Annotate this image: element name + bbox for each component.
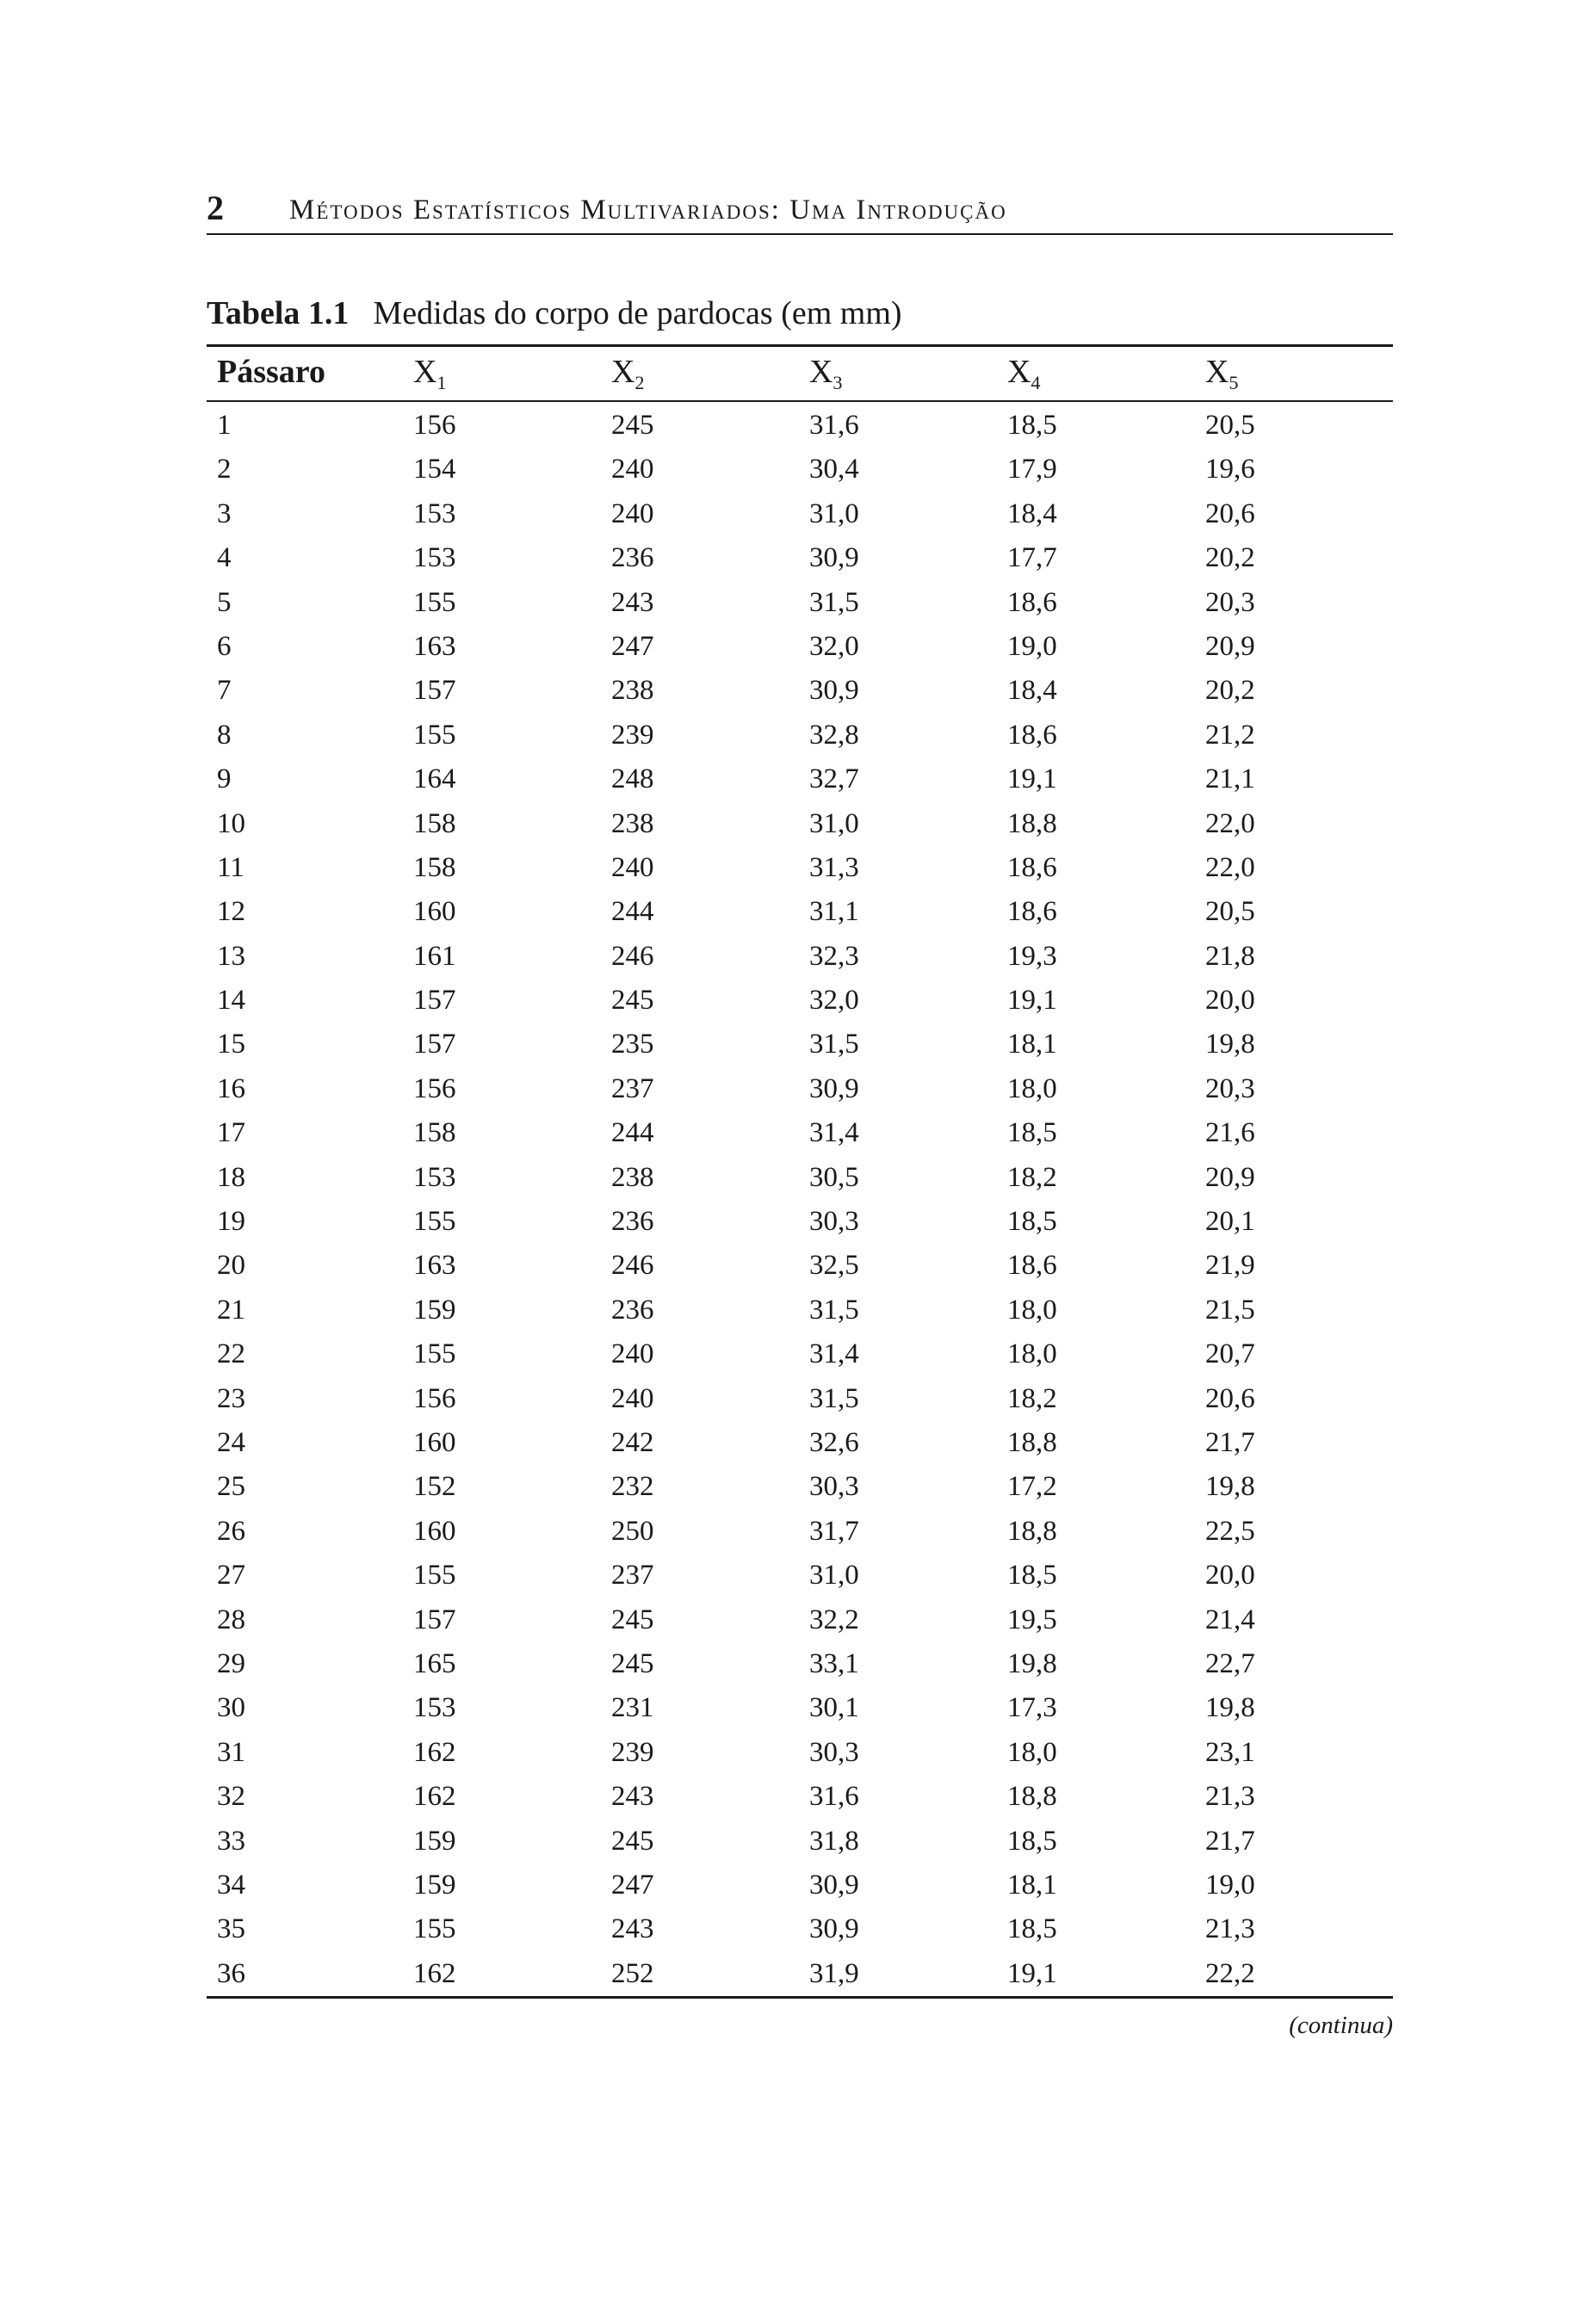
table-cell: 157 <box>413 675 456 707</box>
table-cell: 20,6 <box>1205 1382 1255 1414</box>
table-cell: 24 <box>217 1426 245 1458</box>
table-cell: 10 <box>217 807 245 839</box>
table-cell: 20,5 <box>1205 896 1255 928</box>
table-cell: 231 <box>611 1692 654 1724</box>
table-cell: 20,2 <box>1205 675 1255 707</box>
table-cell: 23,1 <box>1205 1736 1255 1768</box>
table-row <box>207 1380 1393 1424</box>
table-cell: 17,9 <box>1007 454 1057 485</box>
table-cell: 245 <box>611 1825 654 1857</box>
table-cell: 156 <box>413 410 456 441</box>
table-cell: 31,5 <box>809 1382 859 1414</box>
table-cell: 31,4 <box>809 1338 859 1370</box>
table-cell: 157 <box>413 985 456 1017</box>
table-row <box>207 1512 1393 1556</box>
table-row <box>207 1335 1393 1379</box>
table-cell: 240 <box>611 1338 654 1370</box>
table-cell: 8 <box>217 719 232 751</box>
table-cell: 32,7 <box>809 763 859 795</box>
table-cell: 31,7 <box>809 1515 859 1547</box>
table-row <box>207 1822 1393 1866</box>
table-cell: 248 <box>611 763 654 795</box>
table-cell: 27 <box>217 1560 245 1592</box>
table-cell: 19,0 <box>1007 630 1057 662</box>
table-row <box>207 760 1393 804</box>
table-cell: 22,0 <box>1205 807 1255 839</box>
table-cell: 32,6 <box>809 1426 859 1458</box>
table-cell: 1 <box>217 410 232 441</box>
table-cell: 18,5 <box>1007 1117 1057 1149</box>
table-cell: 2 <box>217 454 232 485</box>
table-cell: 16 <box>217 1072 245 1104</box>
table-cell: 19,3 <box>1007 940 1057 972</box>
table-cell: 18,4 <box>1007 675 1057 707</box>
table-cell: 32,2 <box>809 1604 859 1635</box>
table-cell: 18,0 <box>1007 1736 1057 1768</box>
table-cell: 18,6 <box>1007 1250 1057 1282</box>
table-cell: 21,7 <box>1205 1426 1255 1458</box>
table-cell: 30,9 <box>809 1072 859 1104</box>
table-cell: 20,2 <box>1205 542 1255 574</box>
table-cell: 232 <box>611 1471 654 1503</box>
table-cell: 235 <box>611 1029 654 1060</box>
table-cell: 165 <box>413 1647 456 1679</box>
table-cell: 239 <box>611 1736 654 1768</box>
table-cell: 163 <box>413 1250 456 1282</box>
table-cell: 9 <box>217 763 232 795</box>
table-cell: 155 <box>413 1913 456 1945</box>
table-cell: 245 <box>611 985 654 1017</box>
table-cell: 31,3 <box>809 851 859 883</box>
table-row <box>207 1246 1393 1290</box>
table-cell: 21,9 <box>1205 1250 1255 1282</box>
table-cell: 19,1 <box>1007 985 1057 1017</box>
table-cell: 20 <box>217 1250 245 1282</box>
table-cell: 31,8 <box>809 1825 859 1857</box>
table-cell: 18,5 <box>1007 1560 1057 1592</box>
table-cell: 158 <box>413 807 456 839</box>
table-cell: 29 <box>217 1647 245 1679</box>
table-cell: 153 <box>413 1161 456 1193</box>
header-rule <box>207 233 1393 235</box>
table-row <box>207 805 1393 849</box>
table-cell: 20,3 <box>1205 1072 1255 1104</box>
table-cell: 18,8 <box>1007 807 1057 839</box>
table-cell: 240 <box>611 498 654 529</box>
table-cell: 162 <box>413 1957 456 1989</box>
table-cell: 153 <box>413 542 456 574</box>
table-cell: 17,7 <box>1007 542 1057 574</box>
table-row <box>207 495 1393 539</box>
table-cell: 5 <box>217 586 232 618</box>
table-cell: 18,0 <box>1007 1338 1057 1370</box>
table-cell: 22 <box>217 1338 245 1370</box>
table-cell: 32,3 <box>809 940 859 972</box>
continuation-note: (continua) <box>1289 2012 1393 2039</box>
table-cell: 157 <box>413 1604 456 1635</box>
table-cell: 155 <box>413 1206 456 1238</box>
table-cell: 239 <box>611 719 654 751</box>
table-cell: 31,5 <box>809 1294 859 1326</box>
table-cell: 22,0 <box>1205 851 1255 883</box>
table-cell: 162 <box>413 1781 456 1813</box>
table-cell: 11 <box>217 851 244 883</box>
table-cell: 30,4 <box>809 454 859 485</box>
table-cell: 154 <box>413 454 456 485</box>
table-cell: 25 <box>217 1471 245 1503</box>
table-cell: 164 <box>413 763 456 795</box>
table-cell: 162 <box>413 1736 456 1768</box>
table-cell: 30,3 <box>809 1736 859 1768</box>
column-header-x4: $X_4$ <box>1007 354 1041 393</box>
running-title: Métodos Estatísticos Multivariados: Uma Introdução <box>289 195 1007 226</box>
table-row <box>207 1601 1393 1645</box>
table-cell: 20,3 <box>1205 586 1255 618</box>
table-cell: 243 <box>611 1781 654 1813</box>
table-cell: 19,1 <box>1007 1957 1057 1989</box>
table-cell: 18,6 <box>1007 896 1057 928</box>
table-cell: 18,2 <box>1007 1382 1057 1414</box>
column-header-x3: $X_3$ <box>809 354 843 393</box>
table-cell: 18,0 <box>1007 1294 1057 1326</box>
table-cell: 237 <box>611 1072 654 1104</box>
table-cell: 19,0 <box>1205 1869 1255 1901</box>
table-cell: 18,1 <box>1007 1869 1057 1901</box>
table-cell: 18,8 <box>1007 1781 1057 1813</box>
table-cell: 242 <box>611 1426 654 1458</box>
table-cell: 237 <box>611 1560 654 1592</box>
table-cell: 244 <box>611 1117 654 1149</box>
table-cell: 155 <box>413 1338 456 1370</box>
table-cell: 20,0 <box>1205 1560 1255 1592</box>
table-cell: 246 <box>611 1250 654 1282</box>
table-cell: 19 <box>217 1206 245 1238</box>
table-cell: 30,9 <box>809 542 859 574</box>
table-body <box>207 406 1393 1999</box>
table-cell: 18,6 <box>1007 719 1057 751</box>
table-cell: 19,8 <box>1205 1471 1255 1503</box>
table-cell: 18,5 <box>1007 1825 1057 1857</box>
table-cell: 18,5 <box>1007 1206 1057 1238</box>
table-cell: 18,8 <box>1007 1515 1057 1547</box>
table-cell: 157 <box>413 1029 456 1060</box>
table-row <box>207 1645 1393 1689</box>
table-cell: 19,8 <box>1205 1692 1255 1724</box>
table-cell: 243 <box>611 1913 654 1945</box>
table-cell: 247 <box>611 630 654 662</box>
table-cell: 20,5 <box>1205 410 1255 441</box>
table-cell: 18,2 <box>1007 1161 1057 1193</box>
table-cell: 160 <box>413 896 456 928</box>
table-row <box>207 1424 1393 1468</box>
table-cell: 19,6 <box>1205 454 1255 485</box>
table-cell: 17,2 <box>1007 1471 1057 1503</box>
table-cell: 19,8 <box>1007 1647 1057 1679</box>
table-cell: 236 <box>611 1294 654 1326</box>
table-row <box>207 1689 1393 1733</box>
table-row <box>207 1777 1393 1821</box>
table-cell: 152 <box>413 1471 456 1503</box>
table-cell: 31,0 <box>809 1560 859 1592</box>
table-cell: 21,7 <box>1205 1825 1255 1857</box>
table-row <box>207 716 1393 760</box>
table-cell: 153 <box>413 1692 456 1724</box>
table-header-rule <box>207 400 1393 402</box>
table-cell: 246 <box>611 940 654 972</box>
table-cell: 156 <box>413 1072 456 1104</box>
table-cell: 238 <box>611 1161 654 1193</box>
table-cell: 19,1 <box>1007 763 1057 795</box>
table-cell: 21,8 <box>1205 940 1255 972</box>
table-cell: 36 <box>217 1957 245 1989</box>
table-cell: 35 <box>217 1913 245 1945</box>
table-row <box>207 1070 1393 1114</box>
table-cell: 18,5 <box>1007 1913 1057 1945</box>
table-row <box>207 1114 1393 1158</box>
table-row <box>207 584 1393 627</box>
table-cell: 34 <box>217 1869 245 1901</box>
table-cell: 18 <box>217 1161 245 1193</box>
table-cell: 247 <box>611 1869 654 1901</box>
table-cell: 17 <box>217 1117 245 1149</box>
table-cell: 158 <box>413 851 456 883</box>
table-cell: 18,6 <box>1007 851 1057 883</box>
table-cell: 31 <box>217 1736 245 1768</box>
table-cell: 20,6 <box>1205 498 1255 529</box>
table-cell: 20,9 <box>1205 630 1255 662</box>
table-caption-text: Medidas do corpo de pardocas (em mm) <box>373 295 902 331</box>
table-cell: 20,1 <box>1205 1206 1255 1238</box>
table-cell: 30,9 <box>809 1869 859 1901</box>
table-cell: 155 <box>413 586 456 618</box>
table-cell: 240 <box>611 1382 654 1414</box>
table-cell: 21,2 <box>1205 719 1255 751</box>
table-cell: 15 <box>217 1029 245 1060</box>
table-row <box>207 1468 1393 1511</box>
table-cell: 33 <box>217 1825 245 1857</box>
table-row <box>207 627 1393 671</box>
table-cell: 32 <box>217 1781 245 1813</box>
table-cell: 32,5 <box>809 1250 859 1282</box>
table-cell: 21,4 <box>1205 1604 1255 1635</box>
table-row <box>207 1025 1393 1069</box>
table-cell: 31,5 <box>809 586 859 618</box>
table-row <box>207 1734 1393 1777</box>
table-cell: 155 <box>413 1560 456 1592</box>
table-cell: 243 <box>611 586 654 618</box>
table-cell: 159 <box>413 1294 456 1326</box>
table-row <box>207 849 1393 893</box>
table-cell: 245 <box>611 1647 654 1679</box>
table-cell: 155 <box>413 719 456 751</box>
table-top-rule <box>207 344 1393 347</box>
table-cell: 245 <box>611 410 654 441</box>
table-row <box>207 1866 1393 1910</box>
table-cell: 163 <box>413 630 456 662</box>
table-cell: 21,5 <box>1205 1294 1255 1326</box>
running-head <box>207 188 1393 236</box>
table-cell: 13 <box>217 940 245 972</box>
table-row <box>207 450 1393 494</box>
table-cell: 236 <box>611 542 654 574</box>
table-cell: 4 <box>217 542 232 574</box>
table-label: Tabela 1.1 <box>207 295 350 331</box>
table-cell: 31,6 <box>809 410 859 441</box>
table-cell: 18,8 <box>1007 1426 1057 1458</box>
table-header <box>207 348 1393 399</box>
table-cell: 240 <box>611 454 654 485</box>
table-cell: 236 <box>611 1206 654 1238</box>
table-cell: 22,5 <box>1205 1515 1255 1547</box>
table-cell: 31,0 <box>809 807 859 839</box>
table-cell: 244 <box>611 896 654 928</box>
table-cell: 252 <box>611 1957 654 1989</box>
table-cell: 28 <box>217 1604 245 1635</box>
table-cell: 30 <box>217 1692 245 1724</box>
column-header-passaro: Pássaro <box>217 354 325 390</box>
table-cell: 21,3 <box>1205 1781 1255 1813</box>
table-cell: 17,3 <box>1007 1692 1057 1724</box>
table-cell: 30,3 <box>809 1206 859 1238</box>
table-cell: 238 <box>611 675 654 707</box>
table-row <box>207 671 1393 715</box>
table-cell: 21,3 <box>1205 1913 1255 1945</box>
table-cell: 30,9 <box>809 1913 859 1945</box>
table-cell: 240 <box>611 851 654 883</box>
table-cell: 159 <box>413 1825 456 1857</box>
table-cell: 153 <box>413 498 456 529</box>
table-cell: 20,9 <box>1205 1161 1255 1193</box>
table-cell: 21,1 <box>1205 763 1255 795</box>
table-row <box>207 1910 1393 1954</box>
table-cell: 30,5 <box>809 1161 859 1193</box>
table-cell: 21 <box>217 1294 245 1326</box>
table-cell: 159 <box>413 1869 456 1901</box>
table-cell: 31,0 <box>809 498 859 529</box>
table-row <box>207 1291 1393 1335</box>
table-cell: 30,3 <box>809 1471 859 1503</box>
table-cell: 30,9 <box>809 675 859 707</box>
table-cell: 238 <box>611 807 654 839</box>
table-cell: 160 <box>413 1515 456 1547</box>
table-cell: 32,8 <box>809 719 859 751</box>
table-row <box>207 893 1393 936</box>
table-row <box>207 539 1393 583</box>
page-number: 2 <box>207 189 224 227</box>
table-cell: 31,1 <box>809 896 859 928</box>
table-row <box>207 981 1393 1025</box>
table-row <box>207 1955 1393 1999</box>
table-cell: 22,7 <box>1205 1647 1255 1679</box>
table-row <box>207 1159 1393 1202</box>
table-cell: 30,1 <box>809 1692 859 1724</box>
table-cell: 19,5 <box>1007 1604 1057 1635</box>
table-cell: 161 <box>413 940 456 972</box>
table-cell: 3 <box>217 498 232 529</box>
table-cell: 32,0 <box>809 985 859 1017</box>
table-cell: 19,8 <box>1205 1029 1255 1060</box>
table-row <box>207 1556 1393 1600</box>
table-cell: 12 <box>217 896 245 928</box>
table-cell: 31,5 <box>809 1029 859 1060</box>
table-cell: 20,7 <box>1205 1338 1255 1370</box>
table-cell: 21,6 <box>1205 1117 1255 1149</box>
table-cell: 31,6 <box>809 1781 859 1813</box>
table-cell: 31,9 <box>809 1957 859 1989</box>
table-row <box>207 937 1393 981</box>
table-caption <box>207 294 902 332</box>
table-row <box>207 1202 1393 1246</box>
column-header-x5: $X_5$ <box>1205 354 1239 393</box>
table-cell: 18,4 <box>1007 498 1057 529</box>
table-bottom-rule <box>207 1996 1393 1999</box>
table-cell: 18,5 <box>1007 410 1057 441</box>
table-cell: 22,2 <box>1205 1957 1255 1989</box>
table-cell: 156 <box>413 1382 456 1414</box>
table-cell: 245 <box>611 1604 654 1635</box>
table-cell: 31,4 <box>809 1117 859 1149</box>
table-cell: 250 <box>611 1515 654 1547</box>
table-cell: 33,1 <box>809 1647 859 1679</box>
table-cell: 18,1 <box>1007 1029 1057 1060</box>
table-cell: 18,0 <box>1007 1072 1057 1104</box>
table-cell: 18,6 <box>1007 586 1057 618</box>
table-row <box>207 406 1393 450</box>
table-cell: 6 <box>217 630 232 662</box>
table-cell: 32,0 <box>809 630 859 662</box>
table-cell: 14 <box>217 985 245 1017</box>
table-cell: 7 <box>217 675 232 707</box>
table-cell: 158 <box>413 1117 456 1149</box>
column-header-x2: $X_2$ <box>611 354 645 393</box>
table-cell: 20,0 <box>1205 985 1255 1017</box>
table-cell: 26 <box>217 1515 245 1547</box>
table-cell: 23 <box>217 1382 245 1414</box>
table-cell: 160 <box>413 1426 456 1458</box>
column-header-x1: $X_1$ <box>413 354 447 393</box>
